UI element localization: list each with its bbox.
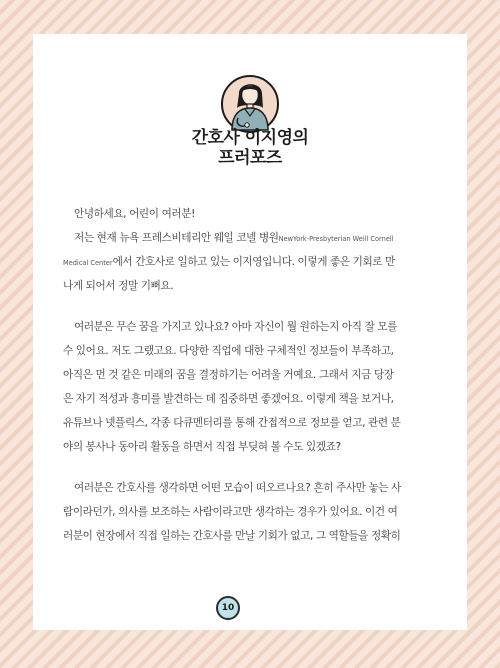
body-line: 나게 되어서 정말 기뻐요.: [63, 280, 174, 292]
body-line: 유튜브나 넷플릭스, 각종 다큐멘터리를 통해 간접적으로 정보를 얻고, 관련 분: [63, 417, 401, 429]
body-line: 수 있어요. 저도 그랬고요. 다양한 직업에 대한 구체적인 정보들이 부족하고,: [63, 345, 394, 357]
book-page: [33, 34, 467, 630]
hospital-english-name-cont: Medical Center: [63, 259, 113, 267]
body-line: 은 자기 적성과 흥미를 발견하는 데 집중하면 좋겠어요. 이렇게 책을 보거나,: [63, 393, 394, 405]
hospital-english-name: NewYork-Presbyterian Weill Cornell: [278, 235, 394, 243]
nurse-portrait-icon: [218, 70, 282, 136]
body-line: 안녕하세요, 어린이 여러분!: [74, 208, 195, 220]
body-line: 람이라던가, 의사를 보조하는 사람이라고만 생각하는 경우가 있어요. 이건 여: [63, 506, 398, 518]
title-line-1: 간호사 이지영의: [191, 128, 309, 148]
body-line: 아직은 먼 것 같은 미래의 꿈을 결정하기는 어려울 거예요. 그래서 지금 당장: [63, 369, 394, 381]
body-line: Medical Center에서 간호사로 일하고 있는 이지영입니다. 이렇게 좋은 기회로 만: [63, 256, 395, 268]
body-line: 여러분은 무슨 꿈을 가지고 있나요? 아마 자신이 뭘 원하는지 아직 잘 모를: [74, 321, 398, 333]
body-line: 여러분은 간호사를 생각하면 어떤 모습이 떠오르나요? 흔히 주사만 놓는 사: [74, 482, 401, 494]
title-line-2: 프러포즈: [218, 148, 282, 168]
body-line: 저는 현재 뉴욕 프레스비테리안 웨일 코넬 병원NewYork-Presbyterian Weill Cornell: [74, 232, 394, 244]
page-number: 10: [216, 596, 240, 620]
body-line: 야의 봉사나 동아리 활동을 하면서 직접 부딪혀 볼 수도 있겠죠?: [63, 441, 341, 453]
letter-body: [63, 202, 435, 548]
body-line: 러분이 현장에서 직접 일하는 간호사를 만날 기회가 없고, 그 역할들을 정확히: [63, 530, 401, 542]
